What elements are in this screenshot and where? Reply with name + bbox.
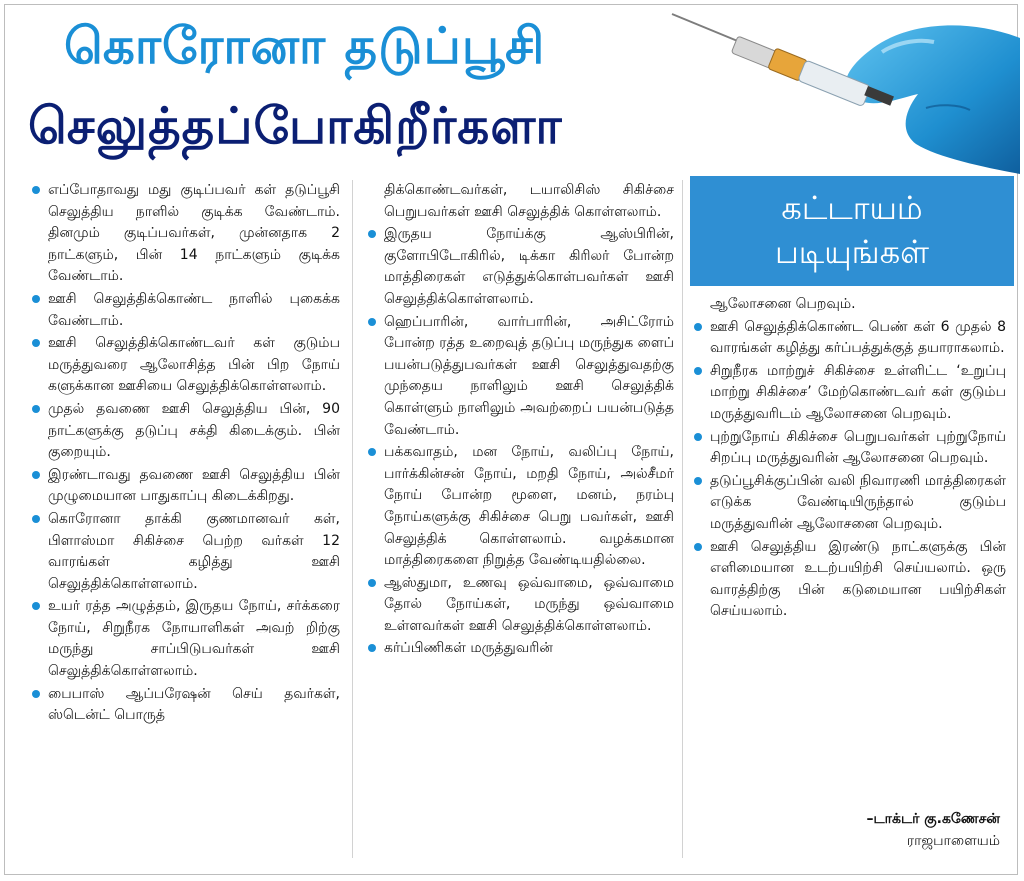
headline-line-2: செலுத்தப்போகிறீர்களா: [28, 97, 563, 155]
headline-line-1: கொரோனா தடுப்பூசி: [64, 17, 546, 75]
list-item: முதல் தவணை ஊசி செலுத்திய பின், 90 நாட்களுக்கு தடுப்பு சக்தி கிடைக்கும். பின் குறையும்.: [30, 399, 340, 464]
list-item: எப்போதாவது மது குடிப்பவர் கள் தடுப்பூசி செலுத்திய நாளில் குடிக்க வேண்டாம். தினமும் குடிப்பவர்கள், முன்னதாக 2 நாட்களும், பின் 14 நாட்களும் குடிக்க வேண்டாம்.: [30, 180, 340, 288]
banner-line-2: படியுங்கள்: [774, 233, 930, 271]
column-divider: [352, 180, 353, 858]
list-item: பக்கவாதம், மன நோய், வலிப்பு நோய், பார்க்கின்சன் நோய், மறதி நோய், அல்சீமர் நோய் போன்ற மூளை, மனம், நரம்பு நோய்களுக்கு சிகிச்சை பெறு பவர்கள், ஊசி செலுத்திக் கொள்ளலாம். வழக்கமான மாத்திரைகளை நிறுத்த வேண்டியதில்லை.: [366, 442, 674, 572]
list-item: ஹெப்பாரின், வார்பாரின், அசிட்ரோம் போன்ற ரத்த உறைவுத் தடுப்பு மருந்துக ளைப் பயன்படுத்துபவர்கள் ஊசி செலுத்துவதற்கு முந்தைய நாளிலும் ஊசி செலுத்திக் கொள்ளும் நாளிலும் அவற்றைப் பயன்படுத்த வேண்டாம்.: [366, 312, 674, 442]
syringe-glove-illustration: [668, 8, 1020, 178]
list-item: இரண்டாவது தவணை ஊசி செலுத்திய பின் முழுமையான பாதுகாப்பு கிடைக்கிறது.: [30, 465, 340, 508]
list-item: கர்ப்பிணிகள் மருத்துவரின்: [366, 638, 674, 660]
column-3: [692, 294, 1006, 624]
banner-line-1: கட்டாயம்: [781, 189, 923, 227]
author-name: –டாக்டர் கு.கணேசன்: [866, 811, 1000, 827]
list-item-continuation: திக்கொண்டவர்கள், டயாலிசிஸ் சிகிச்சை பெறுபவர்கள் ஊசி செலுத்திக் கொள்ளலாம்.: [384, 182, 674, 220]
column-2: [366, 180, 674, 661]
list-item: தடுப்பூசிக்குப்பின் வலி நிவாரணி மாத்திரைகள் எடுக்க வேண்டியிருந்தால் குடும்ப மருத்துவரின் ஆலோசனை பெறவும்.: [692, 471, 1006, 536]
must-read-banner: [690, 176, 1014, 286]
column-1: [30, 180, 340, 728]
list-item: ஊசி செலுத்திய இரண்டு நாட்களுக்கு பின் எளிமையான உடற்பயிற்சி செய்யலாம். ஒரு வாரத்திற்கு பின் கடுமையான பயிற்சிகள் செய்யலாம்.: [692, 537, 1006, 623]
glove-hand-icon: [846, 25, 1020, 174]
author-place: ராஜபாளையம்: [906, 833, 1000, 849]
list-item: கொரோனா தாக்கி குணமானவர் கள், பிளாஸ்மா சிகிச்சை பெற்ற வர்கள் 12 வாரங்கள் கழித்து ஊசி செலுத்திக்கொள்ளலாம்.: [30, 509, 340, 595]
list-item: ஆஸ்துமா, உணவு ஒவ்வாமை, ஒவ்வாமை தோல் நோய்கள், மருந்து ஒவ்வாமை உள்ளவர்கள் ஊசி செலுத்திக்கொள்ளலாம்.: [366, 573, 674, 638]
column-divider: [682, 180, 683, 858]
author-signature: [692, 808, 1000, 852]
list-item: புற்றுநோய் சிகிச்சை பெறுபவர்கள் புற்றுநோய் சிறப்பு மருத்துவரின் ஆலோசனை பெறவும்.: [692, 427, 1006, 470]
list-item: ஊசி செலுத்திக்கொண்ட பெண் கள் 6 முதல் 8 வாரங்கள் கழித்து கர்ப்பத்துக்குத் தயாராகலாம்.: [692, 317, 1006, 360]
list-item: உயர் ரத்த அழுத்தம், இருதய நோய், சர்க்கரை நோய், சிறுநீரக நோயாளிகள் அவற் றிற்கு மருந்து சாப்பிடுபவர்கள் ஊசி செலுத்திக்கொள்ளலாம்.: [30, 596, 340, 682]
list-item: ஊசி செலுத்திக்கொண்டவர் கள் குடும்ப மருத்துவரை ஆலோசித்த பின் பிற நோய் களுக்கான ஊசியை செலுத்திக்கொள்ளலாம்.: [30, 333, 340, 398]
list-item: இருதய நோய்க்கு ஆஸ்பிரின், குளோபிடோகிரில், டிக்கா கிரிலர் போன்ற மாத்திரைகள் எடுத்துக்கொள்பவர்கள் ஊசி செலுத்திக்கொள்ளலாம்.: [366, 224, 674, 310]
list-item-continuation: ஆலோசனை பெறவும்.: [710, 296, 856, 312]
list-item: ஊசி செலுத்திக்கொண்ட நாளில் புகைக்க வேண்டாம்.: [30, 289, 340, 332]
list-item: சிறுநீரக மாற்றுச் சிகிச்சை உள்ளிட்ட ‘உறுப்பு மாற்று சிகிச்சை’ மேற்கொண்டவர் கள் குடும்ப மருத்துவரிடம் ஆலோசனை பெறவும்.: [692, 361, 1006, 426]
list-item: பைபாஸ் ஆப்பரேஷன் செய் தவர்கள், ஸ்டென்ட் பொருத்: [30, 684, 340, 727]
